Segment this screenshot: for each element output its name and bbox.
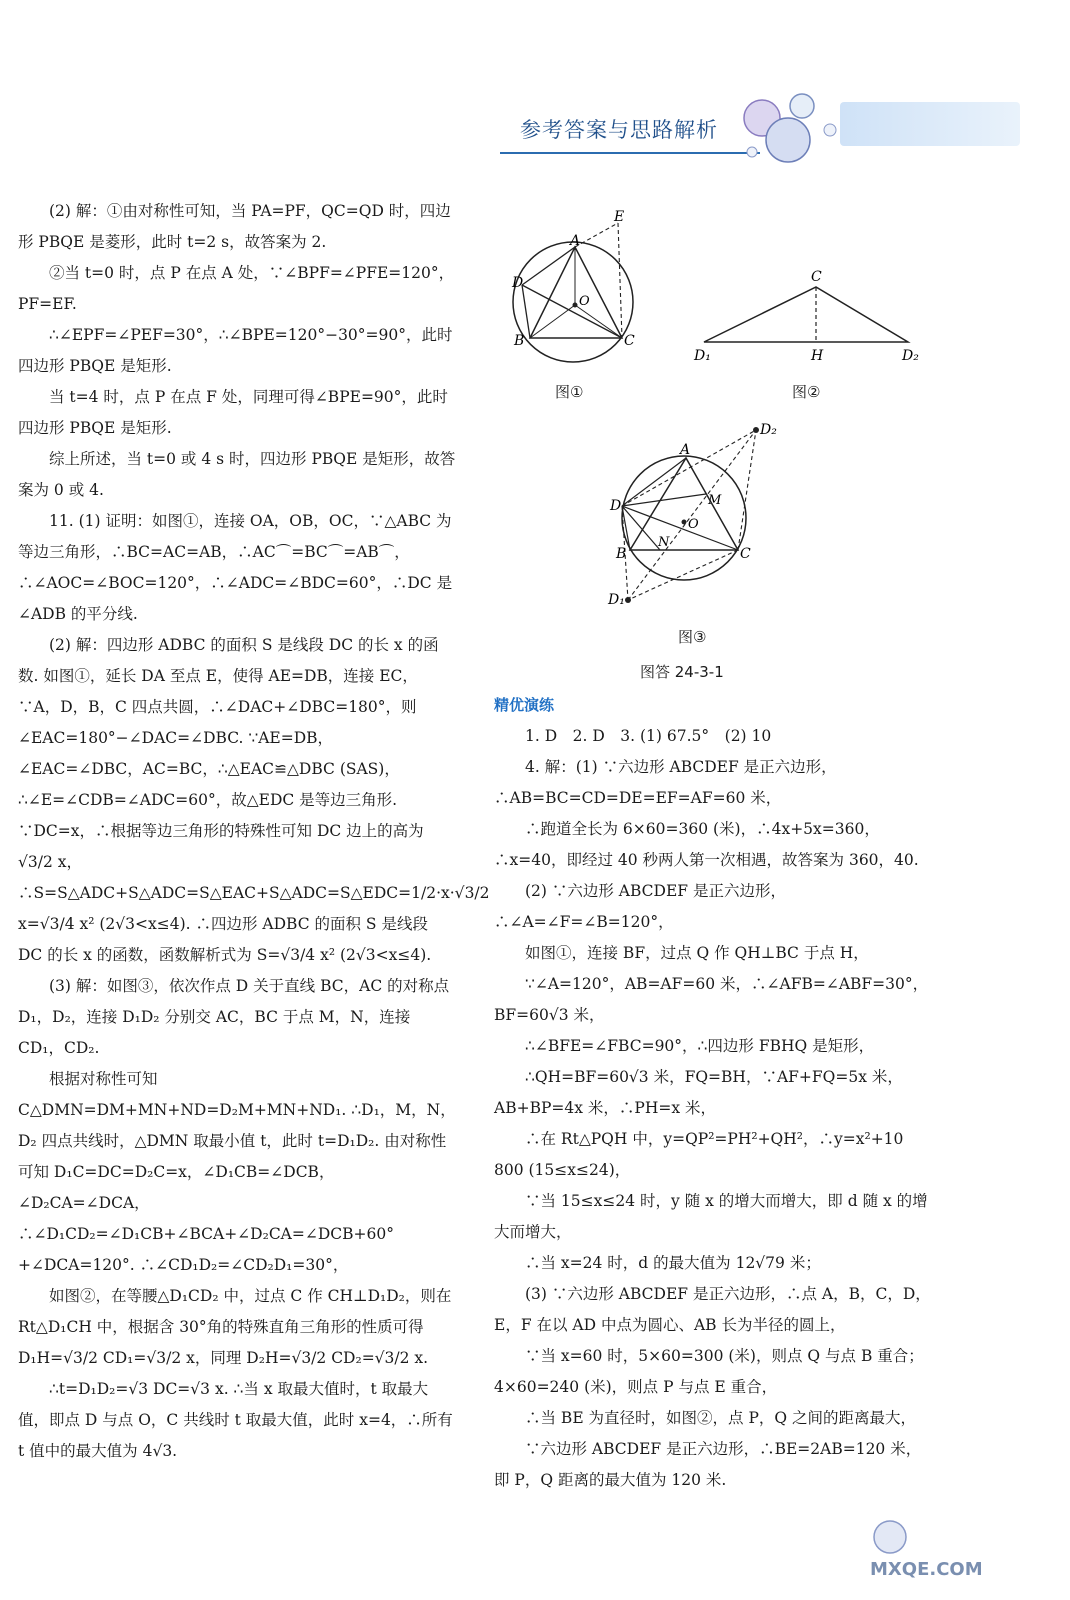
page-header (500, 80, 1040, 190)
right-paragraph: 4. 解：(1) ∵六边形 ABCDEF 是正六边形，∴AB=BC=CD=DE=EF=AF=60 米， (494, 758, 837, 807)
figure-3-diagram (600, 418, 790, 618)
watermark-logo (860, 1515, 1050, 1585)
section-heading: 精优演练 (494, 696, 555, 714)
figure-1-caption: 图① (555, 383, 584, 401)
left-paragraph: 如图②，在等腰△D₁CD₂ 中，过点 C 作 CH⊥D₁D₂，则在 Rt△D₁CH 中，根据含 30°角的特殊直角三角形的性质可得 D₁H=√3/2 CD₁=√3/2 x，同理 D₂H=√3/2 CD₂=√3/2 x. (18, 1287, 452, 1367)
svg-text:D₁: D₁ (608, 592, 625, 608)
watermark-text: MXQE.COM (870, 1559, 983, 1580)
svg-text:D₂: D₂ (760, 422, 777, 438)
svg-text:B: B (616, 546, 627, 562)
right-paragraph: (2) ∵六边形 ABCDEF 是正六边形，∴∠A=∠F=∠B=120°， (494, 882, 786, 931)
right-column (494, 690, 934, 1496)
svg-text:M: M (708, 493, 722, 508)
svg-text:C: C (624, 333, 635, 349)
figure-1-diagram (500, 205, 650, 375)
svg-text:D: D (512, 275, 524, 291)
right-paragraph: ∵∠A=120°，AB=AF=60 米，∴∠AFB=∠ABF=30°，BF=60√3 米， (494, 975, 929, 1024)
right-paragraph: ∴当 BE 为直径时，如图②，点 P，Q 之间的距离最大， (525, 1409, 917, 1427)
fig1-triangle-abc (530, 247, 622, 338)
header-band (840, 102, 1020, 146)
svg-text:H: H (811, 348, 824, 364)
fig1-circle (513, 242, 633, 362)
svg-text:C: C (811, 269, 822, 285)
watermark-icon (860, 1515, 920, 1555)
left-paragraph: 综上所述，当 t=0 或 4 s 时，四边形 PBQE 是矩形，故答案为 0 或 4. (18, 450, 456, 499)
svg-text:E: E (614, 209, 625, 225)
svg-text:D₂: D₂ (902, 348, 919, 364)
right-paragraph: ∴跑道全长为 6×60=360 (米)，∴4x+5x=360，∴x=40，即经过 40 秒两人第一次相遇，故答案为 360，40. (494, 820, 919, 869)
left-paragraph: ②当 t=0 时，点 P 在点 A 处，∵∠BPF=∠PFE=120°，PF=EF. (18, 264, 455, 313)
svg-text:D: D (610, 498, 622, 514)
left-paragraph: (2) 解：四边形 ADBC 的面积 S 是线段 DC 的长 x 的函数. 如图①，延长 DA 至点 E，使得 AE=DB，连接 EC，∵A，D，B，C 四点共圆，∴∠DAC+∠DBC=180°，则∠EAC=180°−∠DAC=∠DBC. ∵AE=DB，∠EAC=∠DBC，AC=BC，∴△EAC≌△DBC (SAS)，∴∠E=∠CDB=∠ADC=60°，故△EDC 是等边三角形. ∵DC=x，∴根据等边三角形的特殊性可知 DC 边上的高为 √3/2 x，∴S=S△ADC+S△ADC=S△EAC+S△ADC=S△EDC=1/2·x·√3/2 x=√3/4 x² (2√3<x≤4). ∴四边形 ADBC 的面积 S 是线段 DC 的长 x 的函数，函数解析式为 S=√3/4 x² (2√3<x≤4). (18, 636, 490, 964)
figure-group-caption: 图答 24-3-1 (640, 663, 724, 681)
right-paragraph: ∵六边形 ABCDEF 是正六边形，∴BE=2AB=120 米，即 P，Q 距离的最大值为 120 米. (494, 1440, 922, 1489)
svg-text:D₁: D₁ (694, 348, 711, 364)
bubbles-icon (740, 90, 850, 170)
svg-text:A: A (680, 442, 691, 458)
right-paragraph: 1. D 2. D 3. (1) 67.5° (2) 10 (525, 727, 772, 745)
left-paragraph: 当 t=4 时，点 P 在点 F 处，同理可得∠BPE=90°，此时四边形 PBQE 是矩形. (18, 388, 448, 437)
svg-text:O: O (688, 517, 699, 532)
header-underline (500, 152, 760, 154)
right-paragraph: ∴∠BFE=∠FBC=90°，∴四边形 FBHQ 是矩形， (525, 1037, 875, 1055)
header-title: 参考答案与思路解析 (520, 118, 718, 142)
right-paragraph: (3) ∵六边形 ABCDEF 是正六边形，∴点 A，B，C，D，E，F 在以 AD 中点为圆心、AB 长为半径的圆上， (494, 1285, 931, 1334)
left-paragraph: 根据对称性可知 C△DMN=DM+MN+ND=D₂M+MN+ND₁. ∴D₁，M，N，D₂ 四点共线时，△DMN 取最小值 t，此时 t=D₁D₂. 由对称性可知 D₁C=DC=D₂C=x，∠D₁CB=∠DCB，∠D₂CA=∠DCA，∴∠D₁CD₂=∠D₁CB+∠BCA+∠D₂CA=∠DCB+60°+∠DCA=120°. ∴∠CD₁D₂=∠CD₂D₁=30°， (18, 1070, 456, 1274)
right-paragraph: ∵当 x=60 时，5×60=300 (米)，则点 Q 与点 B 重合；4×60=240 (米)，则点 P 与点 E 重合， (494, 1347, 924, 1396)
right-paragraph: 如图①，连接 BF，过点 Q 作 QH⊥BC 于点 H， (525, 944, 869, 962)
right-paragraph: ∴QH=BF=60√3 米，FQ=BH，∵AF+FQ=5x 米，AB+BP=4x 米，∴PH=x 米， (494, 1068, 903, 1117)
left-column (18, 196, 490, 1467)
left-paragraph: ∴t=D₁D₂=√3 DC=√3 x. ∴当 x 取最大值时，t 取最大值，即点 D 与点 O，C 共线时 t 取最大值，此时 x=4，∴所有 t 值中的最大值为 4√3. (18, 1380, 453, 1460)
svg-text:C: C (740, 546, 751, 562)
left-paragraph: (2) 解：①由对称性可知，当 PA=PF，QC=QD 时，四边形 PBQE 是菱形，此时 t=2 s，故答案为 2. (18, 202, 451, 251)
fig3-circle (622, 456, 746, 580)
left-paragraph: (3) 解：如图③，依次作点 D 关于直线 BC，AC 的对称点 D₁，D₂，连接 D₁D₂ 分别交 AC，BC 于点 M，N，连接 CD₁，CD₂. (18, 977, 450, 1057)
svg-text:A: A (570, 233, 581, 249)
svg-text:B: B (514, 333, 525, 349)
right-paragraph: ∵当 15≤x≤24 时，y 随 x 的增大而增大，即 d 随 x 的增大而增大， (494, 1192, 928, 1241)
left-paragraph: 11. (1) 证明：如图①，连接 OA，OB，OC，∵△ABC 为等边三角形，∴BC=AC=AB，∴AC⌒=BC⌒=AB⌒，∴∠AOC=∠BOC=120°，∴∠ADC=∠BDC=60°，∴DC 是∠ADB 的平分线. (18, 512, 453, 623)
fig2-triangle (704, 287, 908, 342)
right-paragraph: ∴在 Rt△PQH 中，y=QP²=PH²+QH²，∴y=x²+10 800 (15≤x≤24)， (494, 1130, 904, 1179)
svg-text:N: N (658, 535, 670, 550)
figure-2-diagram (690, 265, 930, 375)
figure-2-caption: 图② (792, 383, 821, 401)
figure-3-caption: 图③ (678, 628, 707, 646)
right-paragraph: ∴当 x=24 时，d 的最大值为 12√79 米； (525, 1254, 821, 1272)
left-paragraph: ∴∠EPF=∠PEF=30°，∴∠BPE=120°−30°=90°，此时四边形 PBQE 是矩形. (18, 326, 453, 375)
svg-text:O: O (579, 294, 590, 309)
fig3-triangle-abc (630, 458, 738, 550)
